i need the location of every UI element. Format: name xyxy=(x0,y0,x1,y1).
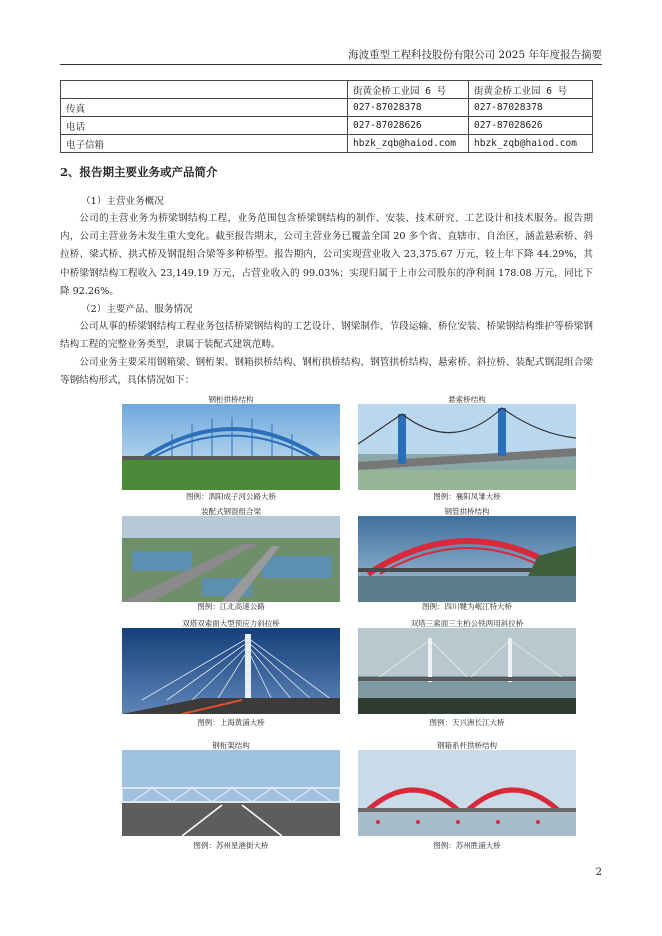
figure-caption: 图例：苏州胜浦大桥 xyxy=(433,841,501,850)
table-cell: 027-87028378 xyxy=(348,99,469,117)
paragraph-structures: 公司业务主要采用钢箱梁、钢桁架、钢箱拱桥结构、钢桁拱桥结构、钢管拱桥结构、悬索桥、斜拉桥、装配式钢混组合梁等钢结构形式，具体情况如下： xyxy=(60,357,593,387)
table-cell-label: 电话 xyxy=(61,117,348,135)
figure-title: 双塔三索面三主桁公铁两用斜拉桥 xyxy=(410,619,524,628)
figure-title: 装配式钢混组合梁 xyxy=(201,507,261,516)
table-row xyxy=(61,81,593,99)
header-rule xyxy=(60,64,602,65)
suspension-bridge-photo xyxy=(358,404,576,490)
contact-table xyxy=(60,80,593,153)
composite-beam-highway-photo xyxy=(122,516,340,602)
figure-caption: 图例：江北高速公路 xyxy=(197,602,265,611)
table-row xyxy=(61,117,593,135)
figure-title: 钢桁拱桥结构 xyxy=(208,395,254,404)
steel-truss-bridge-photo xyxy=(122,750,340,836)
table-row xyxy=(61,99,593,117)
rail-road-cable-stayed-bridge-photo xyxy=(358,628,576,714)
table-cell: hbzk_zqb@haiod.com xyxy=(469,135,593,153)
table-cell: 027-87028378 xyxy=(469,99,593,117)
figure-title: 钢桁架结构 xyxy=(212,741,250,750)
cable-stayed-bridge-photo xyxy=(122,628,340,714)
page-number: 2 xyxy=(595,867,602,878)
section-title: 2、报告期主要业务或产品简介 xyxy=(60,165,218,179)
table-row xyxy=(61,135,593,153)
figure-caption: 图例：苏州星港街大桥 xyxy=(193,841,269,850)
page-header: 海波重型工程科技股份有限公司 2025 年年度报告摘要 xyxy=(348,49,602,61)
figure-caption: 图例：天兴洲长江大桥 xyxy=(429,718,505,727)
table-cell: hbzk_zqb@haiod.com xyxy=(348,135,469,153)
figure-title: 悬索桥结构 xyxy=(448,395,486,404)
table-cell: 027-87028626 xyxy=(348,117,469,135)
figure-caption: 图例：四川犍为岷江特大桥 xyxy=(422,602,512,611)
paragraph-main-business: 公司的主营业务为桥梁钢结构工程，业务范围包含桥梁钢结构的制作、安装、技术研究、工艺设计和技术服务。报告期内，公司主营业务未发生重大变化。截至报告期末，公司主营业务已覆盖全国 20 多个省、直辖市、自治区，涵盖悬索桥、斜拉桥、梁式桥、拱式桥及钢混组合梁等多种桥型。报告期内，公司实现营业收入 23,375.67 万元，较上年下降 44.29%，其中桥梁钢结构工程收入 23,149.19 万元，占营业收入的 99.03%；实现归属于上市公司股东的净利润 178.08 万元，同比下降 92.26%。 xyxy=(60,213,593,297)
paragraph-products: 公司从事的桥梁钢结构工程业务包括桥梁钢结构的工艺设计、钢梁制作、节段运输、桥位安装、桥梁钢结构维护等桥梁钢结构工程的完整业务类型，隶属于装配式建筑范畴。 xyxy=(60,321,593,351)
subsection-heading: （1）主营业务概况 xyxy=(81,196,164,207)
table-cell: 街黄金桥工业园 6 号 xyxy=(348,81,469,99)
subsection-heading: （2）主要产品、服务情况 xyxy=(81,304,193,315)
steel-tube-arch-bridge-photo xyxy=(358,516,576,602)
table-cell: 027-87028626 xyxy=(469,117,593,135)
table-cell-label: 电子信箱 xyxy=(61,135,348,153)
figure-caption: 图例：泗阳成子河公路大桥 xyxy=(186,492,276,501)
figure-title: 双塔双索面大型预应力斜拉桥 xyxy=(182,619,280,628)
figure-title: 钢管拱桥结构 xyxy=(444,507,490,516)
tied-arch-bridge-photo xyxy=(358,750,576,836)
figure-caption: 图例：襄阳凤雏大桥 xyxy=(433,492,501,501)
figure-title: 钢箱系杆拱桥结构 xyxy=(437,741,497,750)
table-cell: 街黄金桥工业园 6 号 xyxy=(469,81,593,99)
steel-truss-arch-bridge-photo xyxy=(122,404,340,490)
figure-caption: 图例：上海黄浦大桥 xyxy=(197,718,265,727)
table-cell-label: 传真 xyxy=(61,99,348,117)
table-cell-label xyxy=(61,81,348,99)
